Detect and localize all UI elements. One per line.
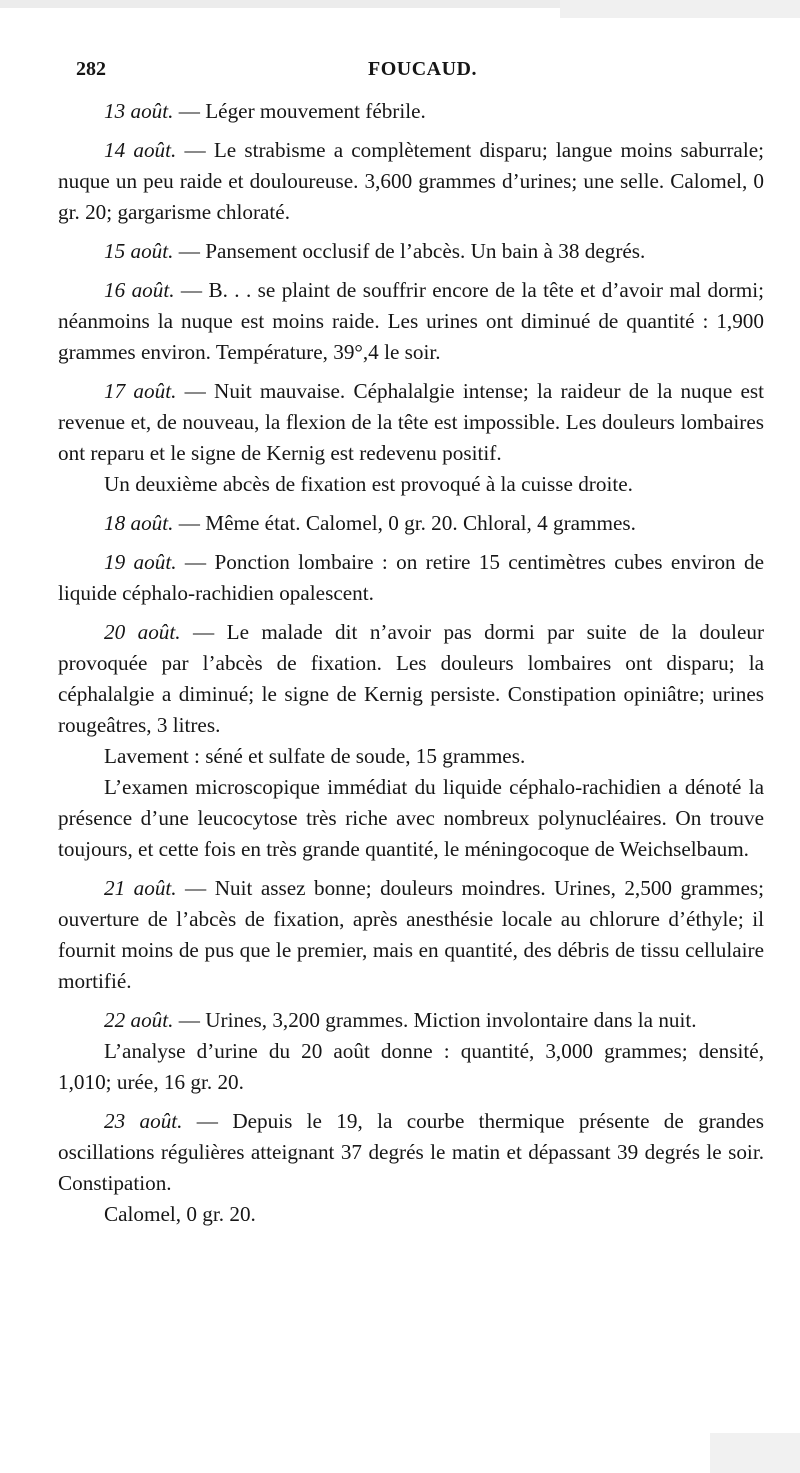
- entry-continuation: [58, 772, 764, 865]
- entry-date: 15 août.: [104, 239, 174, 263]
- entry-continuation: [58, 741, 764, 772]
- entry-paragraph: [58, 1005, 764, 1036]
- entry-text: B. . . se plaint de souffrir encore de la tête et d’avoir mal dormi; néanmoins la nuque est moins raide. Les urines ont diminué de quantité : 1,900 grammes environ. Température, 39°,4 le soir.: [58, 278, 764, 364]
- entry-dash: —: [173, 99, 206, 123]
- entry-dash: —: [180, 620, 227, 644]
- entry-dash: —: [173, 239, 206, 263]
- entry-text: Lavement : séné et sulfate de soude, 15 grammes.: [104, 744, 526, 768]
- scan-noise-bottom: [680, 1413, 800, 1473]
- entry-paragraph: [58, 236, 764, 267]
- entry-text: Le strabisme a complètement disparu; langue moins saburrale; nuque un peu raide et douloureuse. 3,600 grammes d’urines; une selle. Calomel, 0 gr. 20; gargarisme chloraté.: [58, 138, 765, 224]
- entry-dash: —: [173, 511, 206, 535]
- entry-dash: —: [176, 550, 215, 574]
- entry-paragraph: [58, 376, 764, 469]
- entry-paragraph: [58, 508, 764, 539]
- entry-continuation: [58, 1036, 764, 1098]
- entry-text: Un deuxième abcès de fixation est provoqué à la cuisse droite.: [104, 472, 633, 496]
- entry-continuation: [58, 1199, 764, 1230]
- entry-dash: —: [174, 278, 209, 302]
- entry-paragraph: [58, 617, 764, 741]
- entry-text: Le malade dit n’avoir pas dormi par suite de la douleur provoquée par l’abcès de fixation. Les douleurs lombaires ont disparu; la céphalalgie a diminué; le signe de Kernig persiste. Constipation opiniâtre; urines rougeâtres, 3 litres.: [58, 620, 764, 737]
- entry-text: Pansement occlusif de l’abcès. Un bain à 38 degrés.: [205, 239, 646, 263]
- entry-dash: —: [173, 1008, 206, 1032]
- entry-text: L’analyse d’urine du 20 août donne : quantité, 3,000 grammes; densité, 1,010; urée, 16 gr. 20.: [58, 1039, 764, 1094]
- entry-text: Urines, 3,200 grammes. Miction involontaire dans la nuit.: [205, 1008, 697, 1032]
- entry-text: Nuit assez bonne; douleurs moindres. Urines, 2,500 grammes; ouverture de l’abcès de fixation, après anesthésie locale au chlorure d’éthyle; il fournit moins de pus que le premier, mais en quantité, des débris de tissu cellulaire mortifié.: [58, 876, 764, 993]
- entry-paragraph: [58, 547, 764, 609]
- entry-text: Léger mouvement fébrile.: [205, 99, 426, 123]
- entry-text: Calomel, 0 gr. 20.: [104, 1202, 256, 1226]
- running-head: FOUCAUD.: [368, 58, 477, 80]
- entry-text: L’examen microscopique immédiat du liquide céphalo-rachidien a dénoté la présence d’une leucocytose très riche avec nombreux polynucléaires. On trouve toujours, et cette fois en très grande quantité, le méningocoque de Weichselbaum.: [58, 775, 764, 861]
- entry-text: Même état. Calomel, 0 gr. 20. Chloral, 4 grammes.: [205, 511, 636, 535]
- entry-date: 18 août.: [104, 511, 174, 535]
- entry-paragraph: [58, 135, 764, 228]
- entry-dash: —: [182, 1109, 233, 1133]
- entry-text: Nuit mauvaise. Céphalalgie intense; la raideur de la nuque est revenue et, de nouveau, la flexion de la tête est impossible. Les douleurs lombaires ont reparu et le signe de Kernig est redevenu positif.: [58, 379, 765, 465]
- entry-paragraph: [58, 1106, 764, 1199]
- entry-paragraph: [58, 96, 764, 127]
- entry-date: 21 août.: [104, 876, 177, 900]
- entry-date: 20 août.: [104, 620, 181, 644]
- entry-continuation: [58, 469, 764, 500]
- page-body: [58, 96, 764, 1230]
- entry-date: 17 août.: [104, 379, 177, 403]
- entry-date: 23 août.: [104, 1109, 183, 1133]
- entry-dash: —: [176, 876, 215, 900]
- entry-text: Ponction lombaire : on retire 15 centimètres cubes environ de liquide céphalo-rachidien opalescent.: [58, 550, 765, 605]
- page-number: 282: [76, 58, 106, 80]
- entry-date: 16 août.: [104, 278, 175, 302]
- entry-paragraph: [58, 275, 764, 368]
- entry-date: 22 août.: [104, 1008, 174, 1032]
- scan-noise: [0, 0, 800, 40]
- page-header: [58, 56, 758, 88]
- entry-date: 14 août.: [104, 138, 177, 162]
- entry-dash: —: [176, 138, 214, 162]
- entry-date: 19 août.: [104, 550, 177, 574]
- entry-date: 13 août.: [104, 99, 174, 123]
- entry-paragraph: [58, 873, 764, 997]
- entry-dash: —: [176, 379, 215, 403]
- entry-text: Depuis le 19, la courbe thermique présente de grandes oscillations régulières atteignant 37 degrés le matin et dépassant 39 degrés le soir. Constipation.: [58, 1109, 765, 1195]
